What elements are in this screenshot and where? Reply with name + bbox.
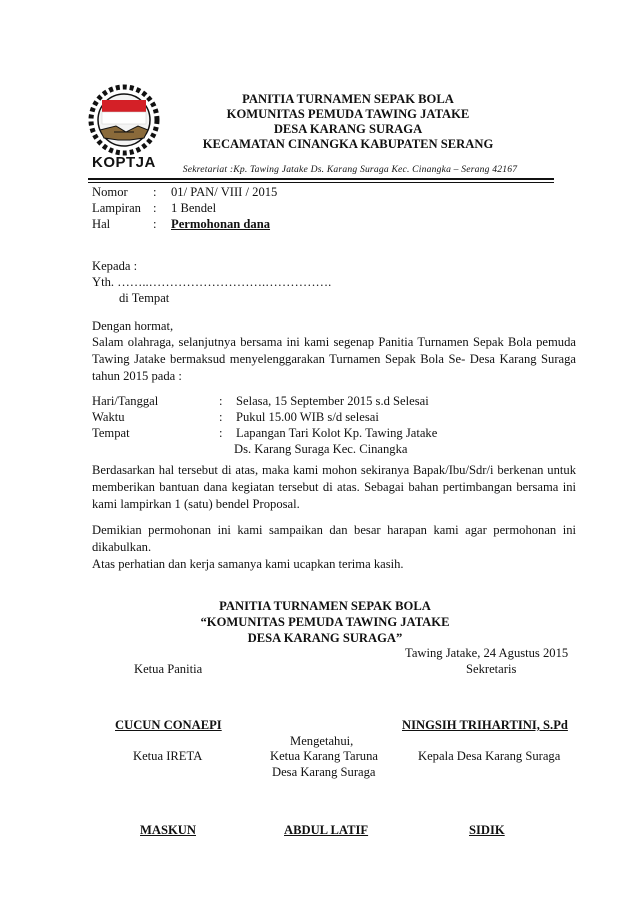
sign-org-line-3: DESA KARANG SURAGA” xyxy=(247,631,403,645)
yth-line: Yth. ……..……………………….……………. xyxy=(92,275,332,289)
event-place-value: Lapangan Tari Kolot Kp. Tawing Jatake xyxy=(236,426,438,440)
event-place-value-2: Ds. Karang Suraga Kec. Cinangka xyxy=(234,442,408,456)
di-tempat: di Tempat xyxy=(119,291,170,305)
abdul-latif-name: ABDUL LATIF xyxy=(284,823,369,837)
hal-label: Hal xyxy=(92,217,111,231)
sign-org-line-2: “KOMUNITAS PEMUDA TAWING JATAKE xyxy=(200,615,450,629)
nomor-label: Nomor xyxy=(92,185,128,199)
ketua-panitia-name: CUCUN CONAEPI xyxy=(115,718,222,732)
letterhead-address: Sekretariat :Kp. Tawing Jatake Ds. Karang Suraga Kec. Cinangka – Serang 42167 xyxy=(182,164,518,175)
kepala-desa-title: Kepala Desa Karang Suraga xyxy=(418,749,561,763)
closing-paragraph-2: Demikian permohonan ini kami sampaikan dan besar harapan kami agar permohonan ini dikabulkan. xyxy=(92,523,576,554)
maskun-name: MASKUN xyxy=(140,823,196,837)
desa-karang-suraga-title: Desa Karang Suraga xyxy=(272,765,376,779)
letterhead-line-2: KOMUNITAS PEMUDA TAWING JATAKE xyxy=(226,107,470,121)
closing-paragraph-1: Berdasarkan hal tersebut di atas, maka kami mohon sekiranya Bapak/Ibu/Sdr/i berkenan untuk memberikan bantuan dana kegiatan tersebut di atas. Sebagai bahan pertimbangan bersama ini kami lampirkan 1 (satu) bendel Proposal. xyxy=(92,463,576,511)
lampiran-colon: : xyxy=(153,201,157,215)
ketua-panitia-title: Ketua Panitia xyxy=(134,662,203,676)
lampiran-label: Lampiran xyxy=(92,201,141,215)
letterhead-rule-thin xyxy=(88,182,554,183)
place-date: Tawing Jatake, 24 Agustus 2015 xyxy=(405,646,569,660)
letterhead-line-3: DESA KARANG SURAGA xyxy=(273,122,423,136)
event-day-label: Hari/Tanggal xyxy=(92,394,159,408)
logo-label: KOPTJA xyxy=(92,154,156,171)
ketua-karang-taruna-title: Ketua Karang Taruna xyxy=(270,749,378,763)
letterhead-rule xyxy=(88,178,554,180)
event-day-value: Selasa, 15 September 2015 s.d Selesai xyxy=(236,394,429,408)
nomor-value: 01/ PAN/ VIII / 2015 xyxy=(171,185,278,199)
closing-paragraph-3: Atas perhatian dan kerja samanya kami ucapkan terima kasih. xyxy=(92,557,404,571)
event-place-colon: : xyxy=(219,426,223,440)
event-time-colon: : xyxy=(219,410,223,424)
intro-paragraph: Salam olahraga, selanjutnya bersama ini kami segenap Panitia Turnamen Sepak Bola pemuda Tawing Jatake bermaksud menyelenggarakan Turnamen Sepak Bola Se- Desa Karang Suraga tahun 2015 pada : xyxy=(92,335,576,383)
mengetahui-label: Mengetahui, xyxy=(290,734,354,748)
sidik-name: SIDIK xyxy=(469,823,505,837)
sekretaris-title: Sekretaris xyxy=(466,662,517,676)
nomor-colon: : xyxy=(153,185,157,199)
sign-org-line-1: PANITIA TURNAMEN SEPAK BOLA xyxy=(219,599,431,613)
hal-colon: : xyxy=(153,217,157,231)
event-day-colon: : xyxy=(219,394,223,408)
letterhead-line-1: PANITIA TURNAMEN SEPAK BOLA xyxy=(242,92,454,106)
event-time-label: Waktu xyxy=(92,410,125,424)
greeting: Dengan hormat, xyxy=(92,319,174,333)
sekretaris-name: NINGSIH TRIHARTINI, S.Pd xyxy=(402,718,568,732)
letterhead-line-4: KECAMATAN CINANGKA KABUPATEN SERANG xyxy=(202,137,494,151)
hal-value: Permohonan dana xyxy=(171,217,271,231)
event-time-value: Pukul 15.00 WIB s/d selesai xyxy=(236,410,379,424)
lampiran-value: 1 Bendel xyxy=(171,201,217,215)
event-place-label: Tempat xyxy=(92,426,130,440)
kepada-label: Kepada : xyxy=(92,259,138,273)
ketua-ireta-title: Ketua IRETA xyxy=(133,749,203,763)
